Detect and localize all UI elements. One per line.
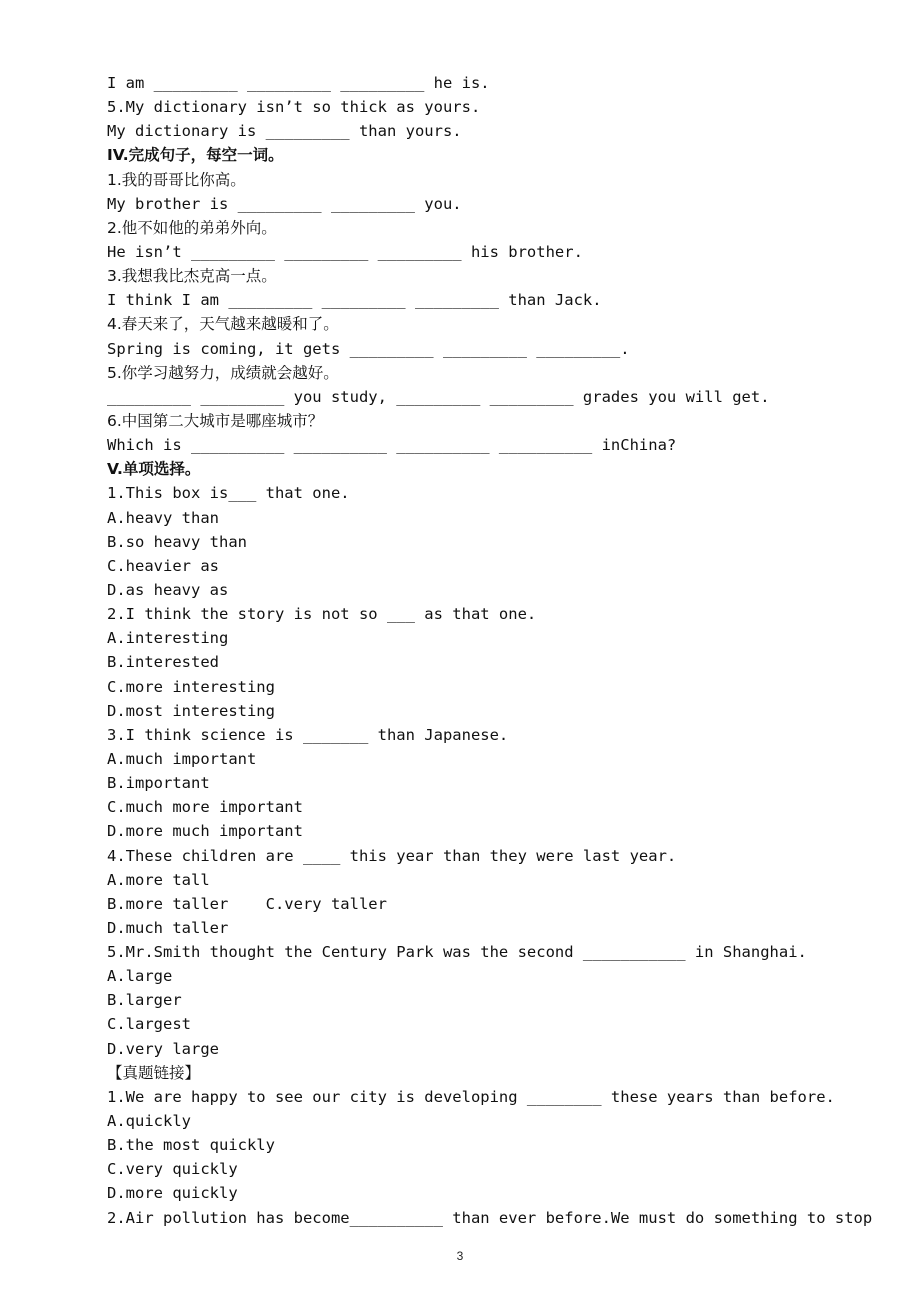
section-heading: V.单项选择。	[107, 460, 201, 479]
text-line: D.much taller	[107, 918, 229, 937]
text-line: A.heavy than	[107, 508, 219, 527]
text-line: 6.中国第二大城市是哪座城市？	[107, 411, 324, 430]
text-line: C.more interesting	[107, 677, 275, 696]
text-line: C.very quickly	[107, 1160, 238, 1179]
text-line: B.the most quickly	[107, 1136, 275, 1155]
text-line: A.more tall	[107, 870, 210, 889]
text-line: A.large	[107, 967, 173, 986]
text-line: 3.我想我比杰克高一点。	[107, 267, 277, 286]
text-line: B.more taller C.very taller	[107, 894, 387, 913]
text-line: Spring is coming, it gets _________ _________ _________.	[107, 339, 630, 358]
text-line: B.larger	[107, 991, 182, 1010]
text-line: He isn’t _________ _________ _________ his brother.	[107, 242, 583, 261]
text-line: 3.I think science is _______ than Japanese.	[107, 725, 509, 744]
text-line: B.important	[107, 774, 210, 793]
text-line: C.largest	[107, 1015, 191, 1034]
text-line: 5.My dictionary isn’t so thick as yours.	[107, 98, 481, 117]
text-line: I think I am _________ _________ _________ than Jack.	[107, 291, 602, 310]
text-line: D.very large	[107, 1039, 219, 1058]
text-line: B.so heavy than	[107, 532, 247, 551]
text-line: C.much more important	[107, 798, 303, 817]
worksheet-body	[107, 71, 897, 1230]
section-heading: IV.完成句子，每空一词。	[107, 146, 284, 165]
text-line: 5.你学习越努力，成绩就会越好。	[107, 363, 339, 382]
text-line: A.quickly	[107, 1112, 191, 1131]
text-line: Which is __________ __________ __________ __________ inChina?	[107, 436, 677, 455]
text-line: 4.春天来了，天气越来越暖和了。	[107, 315, 339, 334]
page-number: 3	[456, 1249, 464, 1263]
text-line: My brother is _________ _________ you.	[107, 194, 462, 213]
text-line: 2.Air pollution has become__________ than ever before.We must do something to stop	[107, 1208, 873, 1227]
text-line: 4.These children are ____ this year than they were last year.	[107, 846, 677, 865]
text-line: I am _________ _________ _________ he is.	[107, 74, 490, 92]
text-line: 2.他不如他的弟弟外向。	[107, 218, 277, 237]
text-line: 1.This box is___ that one.	[107, 484, 350, 503]
text-line: 5.Mr.Smith thought the Century Park was the second ___________ in Shanghai.	[107, 943, 807, 962]
text-line: A.interesting	[107, 629, 229, 648]
text-line: D.most interesting	[107, 701, 275, 720]
text-line: D.more quickly	[107, 1184, 238, 1203]
text-line: B.interested	[107, 653, 219, 672]
text-line: My dictionary is _________ than yours.	[107, 122, 462, 141]
text-line: 1.We are happy to see our city is developing ________ these years than before.	[107, 1087, 835, 1106]
text-line: 2.I think the story is not so ___ as that one.	[107, 605, 537, 624]
text-line: D.as heavy as	[107, 580, 229, 599]
text-line: C.heavier as	[107, 556, 219, 575]
text-line: 1.我的哥哥比你高。	[107, 170, 246, 189]
text-line: D.more much important	[107, 822, 303, 841]
text-line: _________ _________ you study, _________ _________ grades you will get.	[107, 387, 770, 406]
text-line: A.much important	[107, 749, 257, 768]
text-line: 【真题链接】	[107, 1063, 201, 1082]
